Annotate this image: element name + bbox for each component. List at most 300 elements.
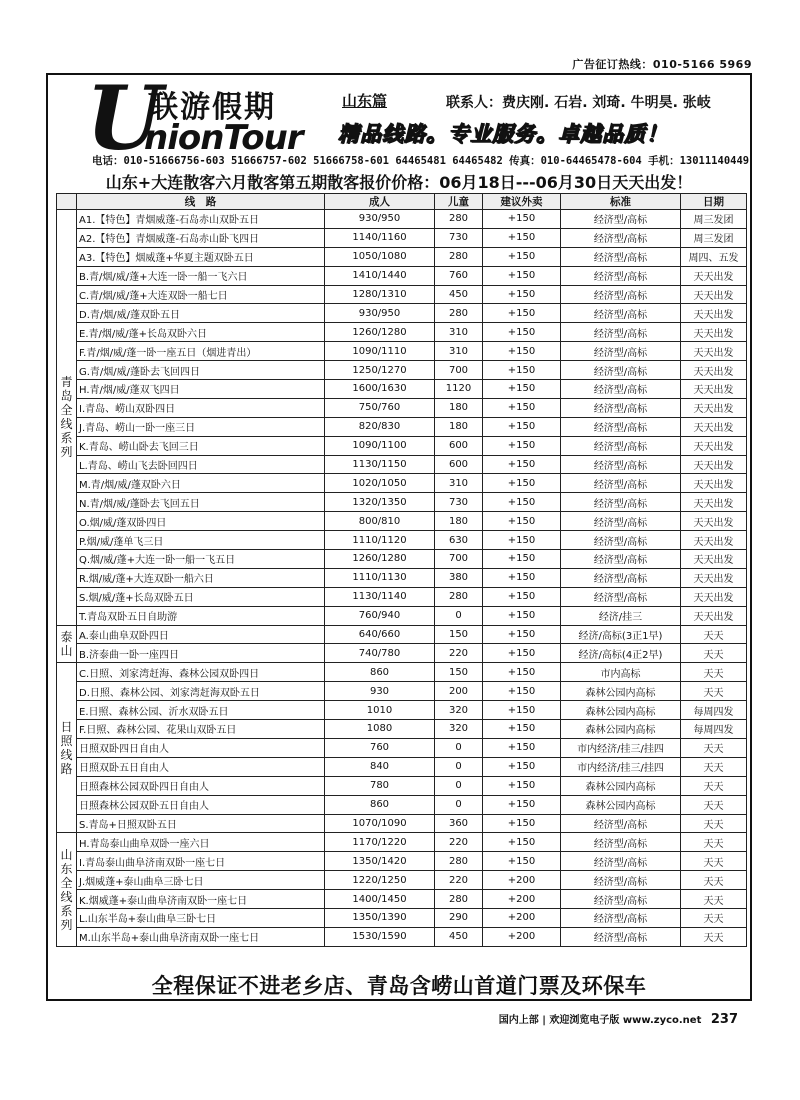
date-cell: 天天 [681, 927, 747, 946]
header-route: 线 路 [77, 194, 325, 210]
contacts: 联系人：费庆刚. 石岩. 刘琦. 牛明昊. 张岐 [446, 95, 711, 111]
adult-price-cell: 1170/1220 [325, 833, 435, 852]
route-cell: P.烟/威/蓬单飞三日 [77, 531, 325, 550]
table-row [57, 908, 747, 927]
adult-price-cell: 860 [325, 663, 435, 682]
adult-price-cell: 1130/1140 [325, 587, 435, 606]
date-cell: 天天 [681, 908, 747, 927]
standard-cell: 市内经济/挂三/挂四 [561, 757, 681, 776]
child-price-cell: 0 [435, 738, 483, 757]
markup-cell: +150 [483, 663, 561, 682]
route-cell: A1.【特色】青烟威蓬-石岛赤山双卧五日 [77, 210, 325, 229]
logo-chinese-name: 联游假期 [148, 90, 276, 125]
markup-cell: +200 [483, 871, 561, 890]
markup-cell: +200 [483, 908, 561, 927]
adult-price-cell: 1080 [325, 720, 435, 739]
table-row [57, 644, 747, 663]
route-cell: A3.【特色】烟威蓬+华夏主题双卧五日 [77, 247, 325, 266]
child-price-cell: 730 [435, 493, 483, 512]
child-price-cell: 280 [435, 852, 483, 871]
standard-cell: 经济型/高标 [561, 417, 681, 436]
markup-cell: +150 [483, 738, 561, 757]
table-row [57, 455, 747, 474]
markup-cell: +150 [483, 531, 561, 550]
logo-english-name: nionTour [144, 118, 303, 158]
markup-cell: +150 [483, 701, 561, 720]
markup-cell: +150 [483, 266, 561, 285]
route-cell: D.日照、森林公园、刘家湾赶海双卧五日 [77, 682, 325, 701]
table-row [57, 568, 747, 587]
child-price-cell: 450 [435, 927, 483, 946]
child-price-cell: 360 [435, 814, 483, 833]
date-cell: 天天出发 [681, 512, 747, 531]
date-cell: 天天 [681, 757, 747, 776]
child-price-cell: 700 [435, 361, 483, 380]
child-price-cell: 320 [435, 701, 483, 720]
markup-cell: +150 [483, 776, 561, 795]
adult-price-cell: 1140/1160 [325, 228, 435, 247]
date-cell: 每周四发 [681, 720, 747, 739]
page-number: 237 [710, 1012, 738, 1027]
standard-cell: 经济型/高标 [561, 228, 681, 247]
child-price-cell: 600 [435, 455, 483, 474]
table-row [57, 266, 747, 285]
table-row [57, 550, 747, 569]
standard-cell: 经济型/高标 [561, 493, 681, 512]
page-footer [499, 1011, 738, 1027]
adult-price-cell: 640/660 [325, 625, 435, 644]
header-group-cell [57, 194, 77, 210]
markup-cell: +150 [483, 833, 561, 852]
markup-cell: +150 [483, 285, 561, 304]
markup-cell: +150 [483, 852, 561, 871]
date-cell: 天天出发 [681, 550, 747, 569]
route-cell: C.青/烟/威/蓬+大连双卧一船七日 [77, 285, 325, 304]
table-row [57, 852, 747, 871]
table-row [57, 606, 747, 625]
date-cell: 周三发团 [681, 228, 747, 247]
date-cell: 周四、五发 [681, 247, 747, 266]
adult-price-cell: 760/940 [325, 606, 435, 625]
adult-price-cell: 1350/1420 [325, 852, 435, 871]
route-cell: D.青/烟/威/蓬双卧五日 [77, 304, 325, 323]
adult-price-cell: 1600/1630 [325, 380, 435, 399]
standard-cell: 经济型/高标 [561, 814, 681, 833]
child-price-cell: 450 [435, 285, 483, 304]
route-cell: J.青岛、崂山一卧一座三日 [77, 417, 325, 436]
child-price-cell: 280 [435, 304, 483, 323]
adult-price-cell: 1280/1310 [325, 285, 435, 304]
table-row [57, 682, 747, 701]
route-cell: H.青岛泰山曲阜双卧一座六日 [77, 833, 325, 852]
group-label-text: 青岛全线系列 [60, 375, 73, 460]
header-child: 儿童 [435, 194, 483, 210]
date-cell: 天天出发 [681, 398, 747, 417]
markup-cell: +150 [483, 550, 561, 569]
date-cell: 天天出发 [681, 342, 747, 361]
child-price-cell: 0 [435, 606, 483, 625]
route-cell: I.青岛、崂山双卧四日 [77, 398, 325, 417]
route-cell: G.青/烟/威/蓬卧去飞回四日 [77, 361, 325, 380]
route-cell: Q.烟/威/蓬+大连一卧一船一飞五日 [77, 550, 325, 569]
markup-cell: +150 [483, 720, 561, 739]
child-price-cell: 700 [435, 550, 483, 569]
date-cell: 天天 [681, 663, 747, 682]
standard-cell: 森林公园内高标 [561, 682, 681, 701]
standard-cell: 经济型/高标 [561, 380, 681, 399]
table-row [57, 625, 747, 644]
child-price-cell: 220 [435, 644, 483, 663]
markup-cell: +200 [483, 927, 561, 946]
date-cell: 天天出发 [681, 568, 747, 587]
child-price-cell: 150 [435, 663, 483, 682]
adult-price-cell: 780 [325, 776, 435, 795]
standard-cell: 经济型/高标 [561, 587, 681, 606]
adult-price-cell: 860 [325, 795, 435, 814]
standard-cell: 森林公园内高标 [561, 720, 681, 739]
route-cell: M.青/烟/威/蓬双卧六日 [77, 474, 325, 493]
table-row [57, 436, 747, 455]
adult-price-cell: 1250/1270 [325, 361, 435, 380]
markup-cell: +150 [483, 398, 561, 417]
markup-cell: +150 [483, 493, 561, 512]
adult-price-cell: 760 [325, 738, 435, 757]
route-cell: 日照森林公园双卧四日自由人 [77, 776, 325, 795]
adult-price-cell: 930/950 [325, 210, 435, 229]
adult-price-cell: 1220/1250 [325, 871, 435, 890]
date-cell: 天天 [681, 833, 747, 852]
date-cell: 天天出发 [681, 285, 747, 304]
standard-cell: 经济型/高标 [561, 833, 681, 852]
standard-cell: 市内高标 [561, 663, 681, 682]
route-cell: 日照双卧四日自由人 [77, 738, 325, 757]
date-cell: 天天 [681, 890, 747, 909]
route-cell: O.烟/威/蓬双卧四日 [77, 512, 325, 531]
standard-cell: 经济/高标(3正1早) [561, 625, 681, 644]
group-label-text: 日照线路 [60, 719, 73, 776]
adult-price-cell: 1530/1590 [325, 927, 435, 946]
route-cell: L.山东半岛+泰山曲阜三卧七日 [77, 908, 325, 927]
markup-cell: +150 [483, 417, 561, 436]
standard-cell: 经济型/高标 [561, 871, 681, 890]
markup-cell: +150 [483, 247, 561, 266]
child-price-cell: 180 [435, 417, 483, 436]
slogan: 精品线路。专业服务。卓越品质！ [338, 122, 668, 146]
date-cell: 天天出发 [681, 606, 747, 625]
date-cell: 天天出发 [681, 587, 747, 606]
standard-cell: 经济型/高标 [561, 210, 681, 229]
standard-cell: 经济型/高标 [561, 436, 681, 455]
child-price-cell: 220 [435, 833, 483, 852]
standard-cell: 森林公园内高标 [561, 776, 681, 795]
table-row [57, 285, 747, 304]
adult-price-cell: 1410/1440 [325, 266, 435, 285]
table-row [57, 210, 747, 229]
adult-price-cell: 750/760 [325, 398, 435, 417]
table-row [57, 663, 747, 682]
logo-letter: U [86, 66, 163, 170]
date-cell: 天天 [681, 625, 747, 644]
date-cell: 天天 [681, 776, 747, 795]
markup-cell: +150 [483, 625, 561, 644]
markup-cell: +150 [483, 512, 561, 531]
date-cell: 每周四发 [681, 701, 747, 720]
markup-cell: +150 [483, 436, 561, 455]
markup-cell: +150 [483, 474, 561, 493]
date-cell: 天天 [681, 795, 747, 814]
markup-cell: +150 [483, 606, 561, 625]
route-cell: 日照森林公园双卧五日自由人 [77, 795, 325, 814]
child-price-cell: 320 [435, 720, 483, 739]
adult-price-cell: 1130/1150 [325, 455, 435, 474]
price-table [56, 193, 747, 947]
group-label-text: 泰山 [60, 629, 73, 658]
standard-cell: 森林公园内高标 [561, 795, 681, 814]
child-price-cell: 380 [435, 568, 483, 587]
group-label [57, 625, 77, 663]
standard-cell: 森林公园内高标 [561, 701, 681, 720]
child-price-cell: 280 [435, 890, 483, 909]
header-standard: 标准 [561, 194, 681, 210]
route-cell: C.日照、刘家湾赶海、森林公园双卧四日 [77, 663, 325, 682]
route-cell: N.青/烟/威/蓬卧去飞回五日 [77, 493, 325, 512]
standard-cell: 经济型/高标 [561, 361, 681, 380]
date-cell: 天天出发 [681, 436, 747, 455]
group-label [57, 663, 77, 833]
markup-cell: +150 [483, 795, 561, 814]
table-row [57, 342, 747, 361]
ad-hotline: 广告征订热线：010-5166 5969 [572, 58, 752, 71]
date-cell: 周三发团 [681, 210, 747, 229]
table-row [57, 323, 747, 342]
route-cell: E.日照、森林公园、沂水双卧五日 [77, 701, 325, 720]
price-title: 山东+大连散客六月散客第五期散客报价价格：06月18日---06月30日天天出发！ [105, 173, 693, 192]
date-cell: 天天 [681, 644, 747, 663]
standard-cell: 经济型/高标 [561, 927, 681, 946]
child-price-cell: 310 [435, 323, 483, 342]
table-row [57, 587, 747, 606]
route-cell: 日照双卧五日自由人 [77, 757, 325, 776]
route-cell: T.青岛双卧五日自助游 [77, 606, 325, 625]
header-date: 日期 [681, 194, 747, 210]
route-cell: E.青/烟/威/蓬+长岛双卧六日 [77, 323, 325, 342]
standard-cell: 市内经济/挂三/挂四 [561, 738, 681, 757]
markup-cell: +150 [483, 757, 561, 776]
standard-cell: 经济/高标(4正2早) [561, 644, 681, 663]
group-label-text: 山东全线系列 [60, 847, 73, 932]
child-price-cell: 180 [435, 512, 483, 531]
date-cell: 天天 [681, 682, 747, 701]
adult-price-cell: 1010 [325, 701, 435, 720]
adult-price-cell: 1090/1100 [325, 436, 435, 455]
adult-price-cell: 1020/1050 [325, 474, 435, 493]
table-row [57, 701, 747, 720]
markup-cell: +150 [483, 568, 561, 587]
date-cell: 天天 [681, 814, 747, 833]
footer-note: 全程保证不进老乡店、青岛含崂山首道门票及环保车 [151, 974, 647, 998]
adult-price-cell: 740/780 [325, 644, 435, 663]
table-row [57, 493, 747, 512]
date-cell: 天天出发 [681, 455, 747, 474]
route-cell: B.青/烟/威/蓬+大连一卧一船一飞六日 [77, 266, 325, 285]
standard-cell: 经济型/高标 [561, 455, 681, 474]
route-cell: K.青岛、崂山卧去飞回三日 [77, 436, 325, 455]
child-price-cell: 600 [435, 436, 483, 455]
adult-price-cell: 930/950 [325, 304, 435, 323]
table-row [57, 795, 747, 814]
route-cell: S.烟/威/蓬+长岛双卧五日 [77, 587, 325, 606]
markup-cell: +150 [483, 682, 561, 701]
route-cell: F.青/烟/威/蓬一卧一座五日（烟进青出） [77, 342, 325, 361]
markup-cell: +150 [483, 323, 561, 342]
markup-cell: +150 [483, 380, 561, 399]
group-label [57, 210, 77, 626]
route-cell: S.青岛+日照双卧五日 [77, 814, 325, 833]
adult-price-cell: 1090/1110 [325, 342, 435, 361]
route-cell: L.青岛、崂山飞去卧回四日 [77, 455, 325, 474]
date-cell: 天天 [681, 738, 747, 757]
markup-cell: +150 [483, 644, 561, 663]
route-cell: K.烟威蓬+泰山曲阜济南双卧一座七日 [77, 890, 325, 909]
table-row [57, 871, 747, 890]
child-price-cell: 730 [435, 228, 483, 247]
adult-price-cell: 1260/1280 [325, 550, 435, 569]
table-row [57, 776, 747, 795]
markup-cell: +150 [483, 587, 561, 606]
standard-cell: 经济型/高标 [561, 247, 681, 266]
date-cell: 天天出发 [681, 361, 747, 380]
date-cell: 天天出发 [681, 380, 747, 399]
child-price-cell: 760 [435, 266, 483, 285]
date-cell: 天天出发 [681, 493, 747, 512]
standard-cell: 经济型/高标 [561, 890, 681, 909]
date-cell: 天天 [681, 871, 747, 890]
markup-cell: +150 [483, 361, 561, 380]
region-label: 山东篇 [342, 92, 388, 110]
table-row [57, 531, 747, 550]
adult-price-cell: 820/830 [325, 417, 435, 436]
markup-cell: +150 [483, 455, 561, 474]
phone-numbers: 电话：010-51666756-603 51666757-602 51666758-601 64465481 64465482 传真：010-64465478-604 手机：13011140449 [92, 155, 750, 167]
table-row [57, 512, 747, 531]
standard-cell: 经济型/高标 [561, 266, 681, 285]
route-cell: M.山东半岛+泰山曲阜济南双卧一座七日 [77, 927, 325, 946]
child-price-cell: 1120 [435, 380, 483, 399]
standard-cell: 经济型/高标 [561, 342, 681, 361]
table-row [57, 720, 747, 739]
standard-cell: 经济型/高标 [561, 285, 681, 304]
date-cell: 天天出发 [681, 304, 747, 323]
route-cell: B.济泰曲一卧一座四日 [77, 644, 325, 663]
child-price-cell: 280 [435, 210, 483, 229]
standard-cell: 经济型/高标 [561, 908, 681, 927]
adult-price-cell: 800/810 [325, 512, 435, 531]
adult-price-cell: 930 [325, 682, 435, 701]
child-price-cell: 630 [435, 531, 483, 550]
standard-cell: 经济型/高标 [561, 531, 681, 550]
adult-price-cell: 840 [325, 757, 435, 776]
standard-cell: 经济型/高标 [561, 304, 681, 323]
child-price-cell: 0 [435, 795, 483, 814]
standard-cell: 经济型/高标 [561, 512, 681, 531]
date-cell: 天天出发 [681, 417, 747, 436]
table-row [57, 757, 747, 776]
adult-price-cell: 1110/1120 [325, 531, 435, 550]
markup-cell: +150 [483, 342, 561, 361]
child-price-cell: 0 [435, 776, 483, 795]
child-price-cell: 200 [435, 682, 483, 701]
date-cell: 天天出发 [681, 531, 747, 550]
header-suggested-markup: 建议外卖 [483, 194, 561, 210]
route-cell: A.泰山曲阜双卧四日 [77, 625, 325, 644]
adult-price-cell: 1320/1350 [325, 493, 435, 512]
table-row [57, 398, 747, 417]
table-row [57, 738, 747, 757]
table-header-row [57, 194, 747, 210]
adult-price-cell: 1110/1130 [325, 568, 435, 587]
markup-cell: +150 [483, 210, 561, 229]
child-price-cell: 220 [435, 871, 483, 890]
table-row [57, 361, 747, 380]
child-price-cell: 0 [435, 757, 483, 776]
markup-cell: +200 [483, 890, 561, 909]
table-row [57, 890, 747, 909]
date-cell: 天天出发 [681, 323, 747, 342]
standard-cell: 经济型/高标 [561, 474, 681, 493]
table-row [57, 474, 747, 493]
route-cell: I.青岛泰山曲阜济南双卧一座七日 [77, 852, 325, 871]
table-row [57, 417, 747, 436]
markup-cell: +150 [483, 228, 561, 247]
route-cell: J.烟威蓬+泰山曲阜三卧七日 [77, 871, 325, 890]
route-cell: R.烟/威/蓬+大连双卧一船六日 [77, 568, 325, 587]
standard-cell: 经济型/高标 [561, 550, 681, 569]
markup-cell: +150 [483, 304, 561, 323]
route-cell: H.青/烟/威/蓬双飞四日 [77, 380, 325, 399]
adult-price-cell: 1350/1390 [325, 908, 435, 927]
table-row [57, 304, 747, 323]
table-row [57, 927, 747, 946]
adult-price-cell: 1400/1450 [325, 890, 435, 909]
date-cell: 天天 [681, 852, 747, 871]
standard-cell: 经济型/高标 [561, 852, 681, 871]
route-cell: F.日照、森林公园、花果山双卧五日 [77, 720, 325, 739]
adult-price-cell: 1260/1280 [325, 323, 435, 342]
standard-cell: 经济型/高标 [561, 568, 681, 587]
table-row [57, 228, 747, 247]
child-price-cell: 280 [435, 587, 483, 606]
standard-cell: 经济型/高标 [561, 398, 681, 417]
adult-price-cell: 1070/1090 [325, 814, 435, 833]
child-price-cell: 280 [435, 247, 483, 266]
markup-cell: +150 [483, 814, 561, 833]
page-footer-text: 国内上部 | 欢迎浏览电子版 www.zyco.net [498, 1015, 702, 1026]
child-price-cell: 310 [435, 342, 483, 361]
route-cell: A2.【特色】青烟威蓬-石岛赤山卧飞四日 [77, 228, 325, 247]
table-row [57, 833, 747, 852]
child-price-cell: 310 [435, 474, 483, 493]
child-price-cell: 290 [435, 908, 483, 927]
table-row [57, 247, 747, 266]
date-cell: 天天出发 [681, 266, 747, 285]
table-row [57, 814, 747, 833]
child-price-cell: 150 [435, 625, 483, 644]
standard-cell: 经济/挂三 [561, 606, 681, 625]
adult-price-cell: 1050/1080 [325, 247, 435, 266]
date-cell: 天天出发 [681, 474, 747, 493]
header-adult: 成人 [325, 194, 435, 210]
table-row [57, 380, 747, 399]
